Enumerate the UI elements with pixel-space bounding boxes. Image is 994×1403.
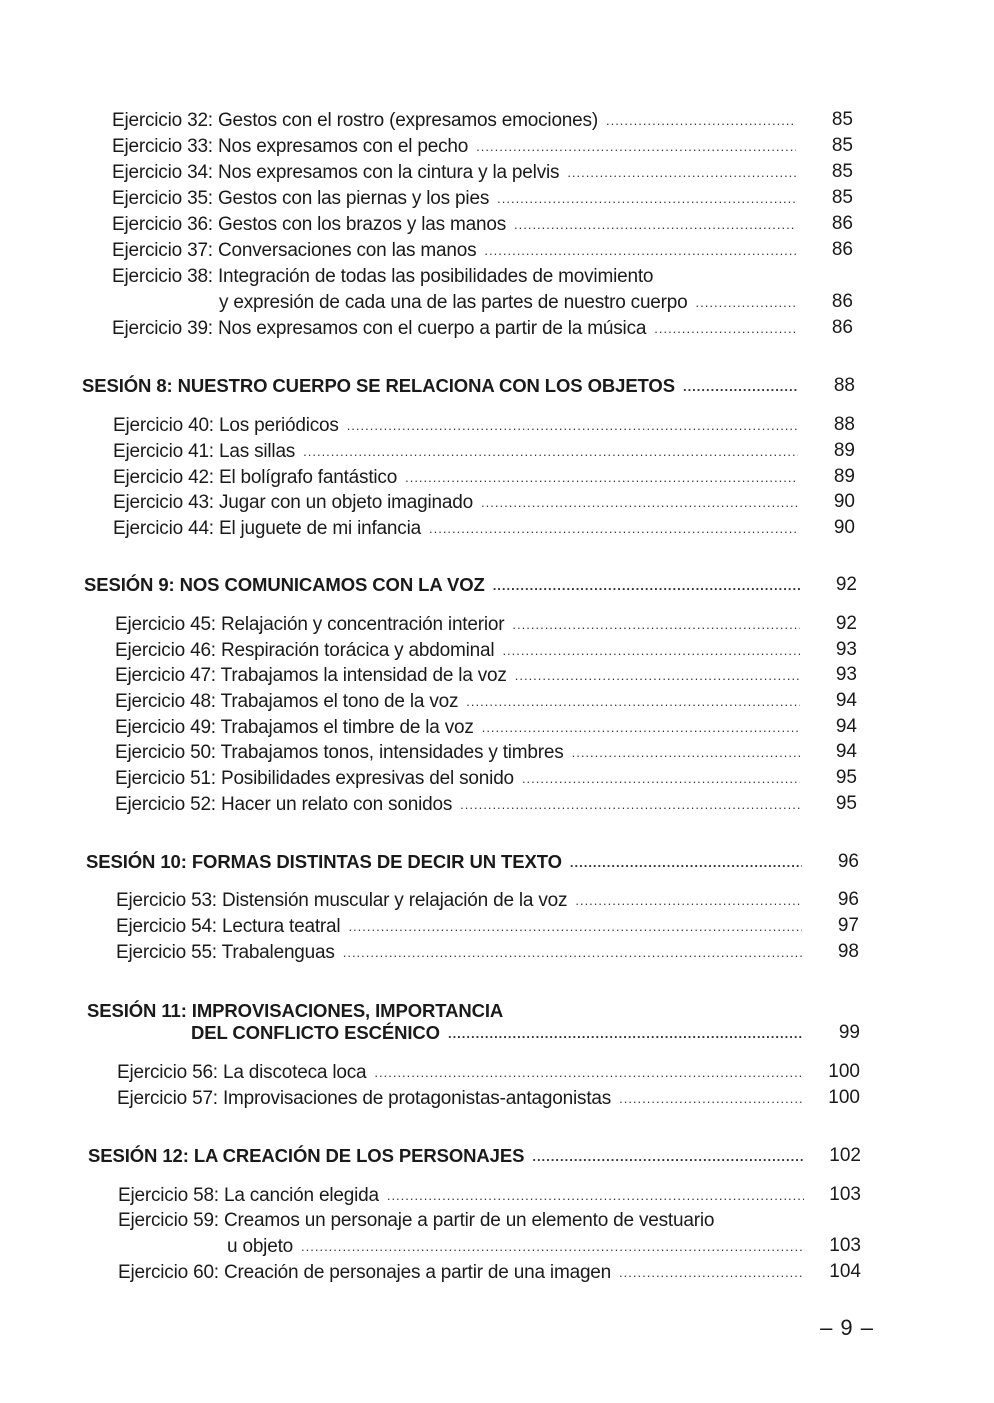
session-title: SESIÓN 12: LA CREACIÓN DE LOS PERSONAJES — [88, 1145, 525, 1166]
entry-title: Ejercicio 37: Conversaciones con las manos — [112, 240, 477, 261]
entry-title: Ejercicio 57: Improvisaciones de protagonistas-antagonistas — [117, 1088, 612, 1109]
entry-title: Ejercicio 39: Nos expresamos con el cuerpo a partir de la música — [112, 318, 647, 339]
entry-title: Ejercicio 38: Integración de todas las posibilidades de movimiento — [112, 266, 654, 287]
entry-title: Ejercicio 49: Trabajamos el timbre de la voz — [115, 717, 474, 738]
page-number-ref: 93 — [835, 639, 857, 660]
entry-title: Ejercicio 58: La canción elegida — [118, 1185, 379, 1206]
dot-leader — [515, 668, 800, 683]
page-number-ref: 97 — [837, 915, 859, 936]
toc-entry — [115, 794, 806, 816]
dot-leader — [575, 893, 802, 908]
toc-entry — [219, 292, 802, 314]
toc-entry — [117, 1062, 809, 1084]
toc-entry — [118, 1185, 810, 1207]
dot-leader — [448, 1026, 803, 1041]
toc-entry — [112, 110, 802, 132]
dot-leader — [512, 617, 800, 632]
dot-leader — [374, 1065, 803, 1080]
entry-title: Ejercicio 56: La discoteca loca — [117, 1062, 367, 1083]
dot-leader — [606, 113, 796, 128]
page-number-ref: 103 — [829, 1235, 861, 1256]
dot-leader — [429, 521, 798, 536]
dot-leader — [619, 1265, 804, 1280]
toc-session-heading — [88, 1145, 810, 1167]
page-number-ref: 86 — [831, 291, 853, 312]
dot-leader — [303, 444, 798, 459]
entry-title: Ejercicio 48: Trabajamos el tono de la voz — [115, 691, 459, 712]
page-number-ref: 88 — [833, 414, 855, 435]
page-number-ref: 93 — [835, 664, 857, 685]
page-number-ref: 102 — [829, 1145, 861, 1166]
toc-entry — [115, 768, 806, 790]
dot-leader — [405, 470, 798, 485]
dot-leader — [572, 745, 800, 760]
toc-entry — [112, 188, 802, 210]
toc-entry — [112, 266, 802, 288]
entry-title: Ejercicio 34: Nos expresamos con la cintura y la pelvis — [112, 162, 560, 183]
session-title: SESIÓN 9: NOS COMUNICAMOS CON LA VOZ — [84, 574, 485, 595]
entry-title: u objeto — [227, 1236, 294, 1257]
toc-entry — [118, 1262, 810, 1284]
session-title: SESIÓN 11: IMPROVISACIONES, IMPORTANCIA — [87, 1000, 504, 1021]
toc-entry — [118, 1210, 810, 1232]
entry-title: Ejercicio 40: Los periódicos — [113, 415, 339, 436]
entry-title: Ejercicio 59: Creamos un personaje a partir de un elemento de vestuario — [118, 1210, 715, 1231]
dot-leader — [481, 495, 798, 510]
entry-title: y expresión de cada una de las partes de nuestro cuerpo — [219, 292, 688, 313]
page-number-ref: 103 — [829, 1184, 861, 1205]
dot-leader — [570, 855, 802, 870]
dot-leader — [567, 165, 796, 180]
dot-leader — [460, 797, 800, 812]
page-number-ref: 94 — [835, 690, 857, 711]
page-number-ref: 100 — [828, 1061, 860, 1082]
session-title: DEL CONFLICTO ESCÉNICO — [191, 1022, 440, 1043]
entry-title: Ejercicio 47: Trabajamos la intensidad de la voz — [115, 665, 507, 686]
dot-leader — [696, 295, 796, 310]
toc-entry — [116, 942, 808, 964]
dot-leader — [482, 720, 800, 735]
page-number-ref: 89 — [833, 440, 855, 461]
page-number-ref: 86 — [831, 213, 853, 234]
session-title: SESIÓN 10: FORMAS DISTINTAS DE DECIR UN TEXTO — [86, 851, 562, 872]
page-number-ref: 94 — [835, 741, 857, 762]
entry-title: Ejercicio 46: Respiración torácica y abdominal — [115, 640, 495, 661]
toc-entry — [112, 136, 802, 158]
page-number-ref: 86 — [831, 239, 853, 260]
page-number-ref: 85 — [831, 109, 853, 130]
toc-entry — [115, 665, 806, 687]
toc-entry — [116, 890, 808, 912]
toc-session-heading — [191, 1022, 809, 1044]
entry-title: Ejercicio 52: Hacer un relato con sonidos — [115, 794, 453, 815]
dot-leader — [348, 919, 802, 934]
page-number-ref: 96 — [837, 889, 859, 910]
dot-leader — [683, 379, 797, 394]
page-number-ref: 92 — [835, 613, 857, 634]
page-number-ref: 88 — [833, 375, 855, 396]
page-number-ref: 85 — [831, 135, 853, 156]
page-number-ref: 100 — [828, 1087, 860, 1108]
toc-entry — [115, 614, 806, 636]
page-number-ref: 95 — [835, 767, 857, 788]
page-number-ref: 85 — [831, 161, 853, 182]
page-number-ref: 98 — [837, 941, 859, 962]
page-number-ref: 85 — [831, 187, 853, 208]
toc-entry — [113, 467, 804, 489]
entry-title: Ejercicio 41: Las sillas — [113, 441, 296, 462]
entry-title: Ejercicio 33: Nos expresamos con el pecho — [112, 136, 469, 157]
entry-title: Ejercicio 53: Distensión muscular y relajación de la voz — [116, 890, 568, 911]
entry-title: Ejercicio 45: Relajación y concentración interior — [115, 614, 505, 635]
entry-title: Ejercicio 32: Gestos con el rostro (expresamos emociones) — [112, 110, 598, 131]
entry-title: Ejercicio 50: Trabajamos tonos, intensidades y timbres — [115, 742, 564, 763]
page-number-ref: 99 — [838, 1022, 860, 1043]
toc-entry — [227, 1236, 810, 1258]
entry-title: Ejercicio 43: Jugar con un objeto imaginado — [113, 492, 474, 513]
toc-entry — [112, 214, 802, 236]
dot-leader — [301, 1239, 804, 1254]
page-number: – 9 – — [820, 1315, 874, 1340]
toc-entry — [117, 1088, 809, 1110]
entry-title: Ejercicio 51: Posibilidades expresivas del sonido — [115, 768, 514, 789]
toc-entry — [112, 162, 802, 184]
dot-leader — [476, 139, 796, 154]
page-number-ref: 92 — [835, 574, 857, 595]
dot-leader — [522, 771, 800, 786]
page-number-ref: 94 — [835, 716, 857, 737]
dot-leader — [502, 643, 800, 658]
entry-title: Ejercicio 44: El juguete de mi infancia — [113, 518, 421, 539]
session-title: SESIÓN 8: NUESTRO CUERPO SE RELACIONA CON LOS OBJETOS — [82, 375, 675, 396]
entry-title: Ejercicio 42: El bolígrafo fantástico — [113, 467, 398, 488]
dot-leader — [387, 1188, 804, 1203]
page-number-ref: 86 — [831, 317, 853, 338]
toc-entry — [115, 691, 806, 713]
toc-entry — [112, 318, 802, 340]
toc-entry — [113, 441, 804, 463]
toc-entry — [115, 640, 806, 662]
page-number-ref: 96 — [837, 851, 859, 872]
toc-entry — [116, 916, 808, 938]
page-number-ref: 104 — [829, 1261, 861, 1282]
toc-session-heading — [84, 574, 806, 596]
entry-title: Ejercicio 36: Gestos con los brazos y las manos — [112, 214, 506, 235]
page-number-ref: 90 — [833, 491, 855, 512]
dot-leader — [497, 191, 796, 206]
dot-leader — [484, 243, 796, 258]
toc-entry — [113, 415, 804, 437]
page-number-ref: 89 — [833, 466, 855, 487]
dot-leader — [514, 217, 796, 232]
toc-entry — [113, 518, 804, 540]
toc-entry — [115, 717, 806, 739]
toc-entry — [112, 240, 802, 262]
entry-title: Ejercicio 35: Gestos con las piernas y los pies — [112, 188, 490, 209]
dot-leader — [619, 1091, 803, 1106]
entry-title: Ejercicio 60: Creación de personajes a partir de una imagen — [118, 1262, 612, 1283]
dot-leader — [343, 945, 802, 960]
toc-entry — [115, 742, 806, 764]
entry-title: Ejercicio 55: Trabalenguas — [116, 942, 335, 963]
page-number-ref: 90 — [833, 517, 855, 538]
dot-leader — [347, 418, 798, 433]
dot-leader — [493, 578, 800, 593]
toc-session-heading — [82, 375, 803, 397]
dot-leader — [654, 321, 796, 336]
toc-session-heading — [86, 851, 808, 873]
entry-title: Ejercicio 54: Lectura teatral — [116, 916, 341, 937]
dot-leader — [466, 694, 800, 709]
toc-session-heading — [87, 1000, 808, 1022]
page-number-ref: 95 — [835, 793, 857, 814]
toc-entry — [113, 492, 804, 514]
dot-leader — [532, 1149, 804, 1164]
